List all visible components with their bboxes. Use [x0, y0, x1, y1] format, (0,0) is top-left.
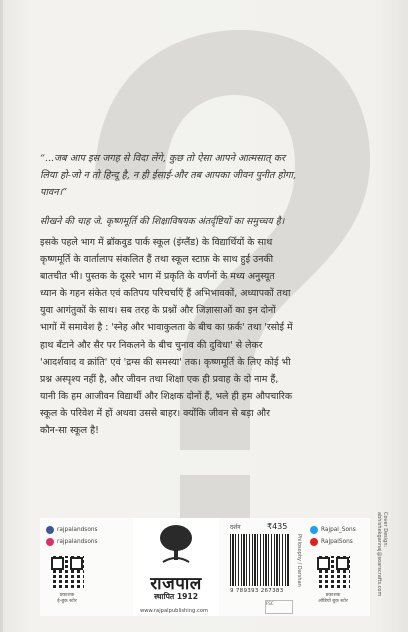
twitter-icon	[310, 526, 318, 534]
spine-edge	[0, 0, 3, 632]
publisher-website[interactable]: www.rajpalpublishing.com	[140, 608, 209, 614]
lead-sentence: सीखने की चाह जे. कृष्णमूर्ति की शिक्षाविषयक अंतर्दृष्टियों का समुच्चय है।	[40, 216, 285, 227]
description-line: युवा आगंतुकों के साथ। सब तरह के प्रश्नों और जिज्ञासाओं का इन दोनों	[40, 305, 276, 317]
youtube-icon	[310, 538, 318, 546]
description-line: स्कूल के परिवेश में हों अथवा उससे बाहर। क्योंकि जीवन से बड़ा और	[40, 407, 270, 419]
fsc-badge: FSC	[265, 600, 293, 614]
instagram-icon	[46, 538, 54, 546]
ebook-qr-code[interactable]	[50, 556, 84, 590]
category-label: दर्शन	[230, 524, 241, 531]
description-line: इसके पहले भाग में ब्रॉकवुड पार्क स्कूल (इंग्लैंड) के विद्यार्थियों के साथ	[40, 237, 273, 248]
description-line: कृष्णमूर्ति के वार्तालाप संकलित हैं तथा स्कूल स्टाफ़ के साथ हुई उनकी	[40, 254, 274, 266]
description-line: कौन-सा स्कूल है!	[40, 425, 99, 437]
description-text	[40, 234, 370, 439]
established-year: स्थापित 1912	[153, 592, 198, 601]
instagram-handle: rajpalandsons	[57, 539, 98, 545]
youtube-link[interactable]	[310, 538, 353, 546]
facebook-link[interactable]	[46, 526, 98, 534]
audiobook-qr-caption: प्रकाशक ऑडियो बुक स्टोर	[318, 593, 348, 604]
description-line: हाथ बँटाने और सैर पर निकलने के बीच चुनाव की दुविधा' से लेकर	[40, 339, 263, 351]
quote-text: “...जब आप इस जगह से विदा लेंगे, कुछ तो ऐसा आपने आत्मसात् कर लिया हो-जो न तो हिन्दू है, न ही ईसाई-और तब आपका जीवन पुनीत होगा, पावन।”	[40, 153, 296, 198]
facebook-icon	[46, 526, 54, 534]
price-label: ₹435	[267, 522, 288, 531]
facebook-handle: rajpalandsons	[57, 527, 98, 533]
tree-logo-icon	[133, 518, 219, 570]
description-line: ध्यान के गहन संकेत एवं कतिपय परिचर्चाएँ हैं अभिभावकों, अध्यापकों तथा	[40, 288, 291, 300]
youtube-handle: RajpalSons	[321, 539, 353, 545]
ebook-qr-caption: प्रकाशक ई-बुक स्टोर	[57, 593, 77, 604]
description-line: भागों में समावेश है : 'स्नेह और भावाकुलता के बीच का फ़र्क' तथा 'रसोई में	[40, 322, 293, 334]
publisher-name: राजपाल	[150, 574, 202, 594]
cover-design-credit: Cover Design: abhishekgannaj@soarscrafts.com	[376, 512, 388, 597]
twitter-link[interactable]	[310, 526, 356, 534]
description-line: प्रश्न अस्पृश्य नहीं है, और जीवन तथा शिक्षा एक ही प्रवाह के दो नाम हैं,	[40, 373, 279, 385]
twitter-handle: Rajpal_Sons	[321, 527, 356, 533]
isbn-number: 9 789393 267383	[230, 588, 284, 594]
publisher-logo	[133, 518, 219, 616]
instagram-link[interactable]	[46, 538, 98, 546]
description-line: बातचीत भी। पुस्तक के दूसरे भाग में प्रकृति के वर्णनों के मध्य अनुस्यूत	[40, 271, 275, 283]
publisher-strip	[40, 518, 370, 616]
category-vertical: Philosophy / Darshan	[296, 534, 302, 587]
description-line: यानी कि हम आजीवन विद्यार्थी और शिक्षक दोनों हैं, भले ही हम औपचारिक	[40, 390, 293, 402]
description-line: 'आदर्शवाद व क्रांति' एवं 'द्रग्स की समस्या' तक। कृष्णमूर्ति के लिए कोई भी	[40, 356, 291, 368]
isbn-barcode	[230, 534, 290, 586]
audiobook-qr-code[interactable]	[316, 556, 350, 590]
